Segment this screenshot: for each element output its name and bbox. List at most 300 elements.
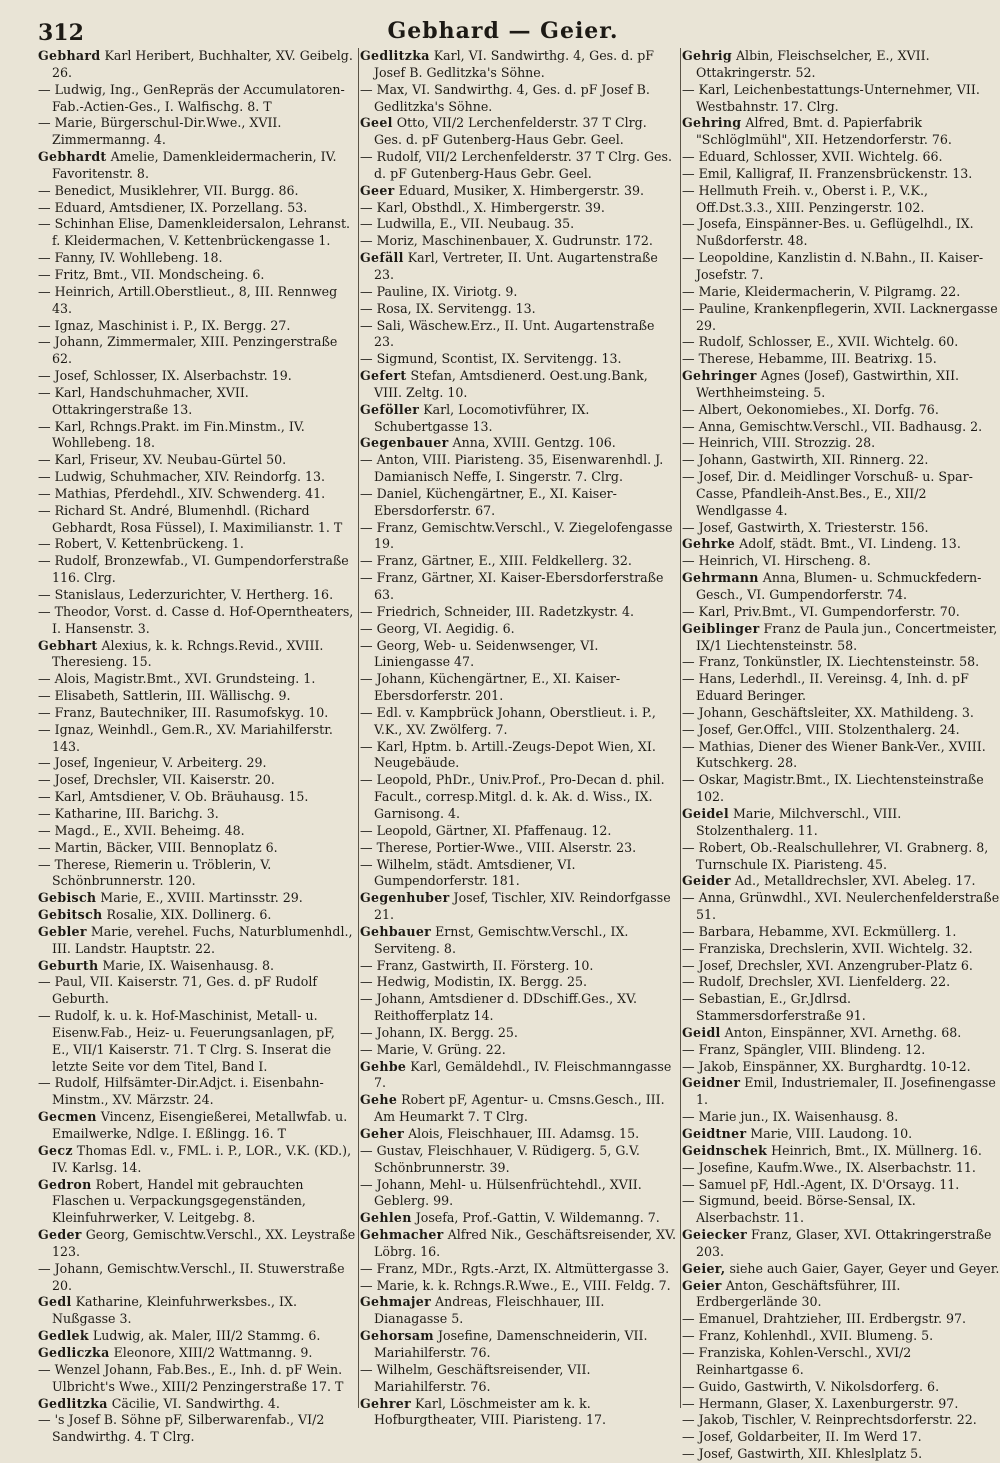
- entry-details: Rosalie, XIX. Dollinerg. 6.: [102, 907, 272, 923]
- entry-details: — Josef, Goldarbeiter, II. Im Werd 17.: [682, 1429, 922, 1445]
- entry-details: — Eduard, Amtsdiener, IX. Porzellang. 53.: [38, 199, 308, 215]
- entry-surname: Gehrke: [682, 536, 736, 552]
- directory-entry: [682, 806, 1000, 840]
- directory-entry: [38, 772, 356, 789]
- entry-details: — Anna, Gemischtw.Verschl., VII. Badhausg. 2.: [682, 418, 983, 434]
- entry-surname: Gedron: [38, 1176, 92, 1192]
- entry-surname: Gecmen: [38, 1109, 97, 1125]
- entry-details: — Robert, Ob.-Realschullehrer, VI. Grabnerg. 8, Turnschule IX. Piaristeng. 45.: [682, 839, 989, 872]
- entry-details: Karl, Vertreter, II. Unt. Augartenstraße 23.: [374, 250, 658, 282]
- directory-entry: [360, 621, 678, 638]
- directory-entry: [38, 1109, 356, 1143]
- directory-entry: [38, 486, 356, 503]
- directory-entry: [360, 1092, 678, 1126]
- entry-details: Karl, VI. Sandwirthg. 4, Ges. d. pF Josef B. Gedlitzka's Söhne.: [374, 48, 654, 80]
- directory-entry: [38, 907, 356, 924]
- directory-entry: [682, 334, 1000, 351]
- entry-details: — Franz, Gärtner, XI. Kaiser-Ebersdorferstraße 63.: [360, 570, 664, 602]
- entry-details: — Franz, Kohlenhdl., XVII. Blumeng. 5.: [682, 1328, 934, 1344]
- directory-entry: [682, 873, 1000, 890]
- directory-entry: [682, 48, 1000, 82]
- entry-details: — Wilhelm, Geschäftsreisender, VII. Mariahilferstr. 76.: [360, 1361, 591, 1394]
- entry-details: — Wilhelm, städt. Amtsdiener, VI. Gumpendorferstr. 181.: [360, 856, 576, 889]
- directory-entry: [360, 958, 678, 975]
- entry-surname: Gebitsch: [38, 907, 103, 923]
- entry-details: Eleonore, XIII/2 Wattmanng. 9.: [109, 1344, 313, 1360]
- directory-entry: [360, 739, 678, 773]
- directory-entry: [38, 115, 356, 149]
- entry-details: — Leopold, Gärtner, XI. Pfaffenaug. 12.: [360, 822, 612, 838]
- entry-details: Josef, Tischler, XIV. Reindorfgasse 21.: [374, 890, 671, 923]
- entry-details: — Oskar, Magistr.Bmt., IX. Liechtensteinstraße 102.: [682, 772, 984, 805]
- directory-entry: [38, 553, 356, 587]
- directory-columns: [38, 48, 1000, 1462]
- entry-details: Ludwig, ak. Maler, III/2 Stammg. 6.: [88, 1328, 321, 1344]
- entry-surname: Gehe: [360, 1092, 398, 1108]
- entry-surname: Gebhardt: [38, 149, 107, 165]
- entry-details: — Rudolf, Bronzewfab., VI. Gumpendorferstraße 116. Clrg.: [38, 553, 349, 586]
- entry-details: Josefine, Damenschneiderin, VII. Mariahilferstr. 76.: [374, 1328, 648, 1360]
- entry-details: — Karl, Rchngs.Prakt. im Fin.Minstm., IV. Wohllebeng. 18.: [38, 418, 305, 451]
- entry-details: — 's Josef B. Söhne pF, Silberwarenfab., VI/2 Sandwirthg. 4. T Clrg.: [38, 1412, 325, 1445]
- directory-entry: [682, 1379, 1000, 1396]
- directory-entry: [360, 520, 678, 554]
- entry-details: — Heinrich, VIII. Strozzig. 28.: [682, 435, 876, 451]
- entry-details: Karl Heribert, Buchhalter, XV. Geibelg. 26.: [52, 48, 353, 80]
- entry-details: — Fritz, Bmt., VII. Mondscheing. 6.: [38, 266, 265, 282]
- directory-entry: [682, 520, 1000, 537]
- entry-details: — Pauline, Krankenpflegerin, XVII. Lacknergasse 29.: [682, 300, 998, 333]
- directory-entry: [360, 183, 678, 200]
- entry-details: — Sebastian, E., Gr.Jdlrsd. Stammersdorferstraße 91.: [682, 991, 866, 1024]
- entry-details: — Rudolf, k. u. k. Hof-Maschinist, Metall- u. Eisenw.Fab., Heiz- u. Feuerungsanlagen, pF, E., VII/1 Kaiserstr. 71. T Clrg. S. Inserat die letzte Seite vor dem Titel, Band I.: [38, 1008, 335, 1074]
- directory-entry: [682, 149, 1000, 166]
- entry-details: Amelie, Damenkleidermacherin, IV. Favoritenstr. 8.: [52, 149, 337, 181]
- directory-entry: [682, 1177, 1000, 1194]
- directory-entry: [38, 419, 356, 453]
- directory-entry: [682, 991, 1000, 1025]
- directory-entry: [360, 250, 678, 284]
- entry-details: — Jakob, Einspänner, XX. Burghardtg. 10-12.: [682, 1058, 971, 1074]
- directory-entry: [682, 536, 1000, 553]
- directory-entry: [38, 924, 356, 958]
- entry-details: Georg, Gemischtw.Verschl., XX. Leystraße 123.: [52, 1227, 356, 1259]
- entry-details: — Ludwilla, E., VII. Neubaug. 35.: [360, 216, 575, 232]
- directory-entry: [38, 688, 356, 705]
- directory-entry: [682, 301, 1000, 335]
- entry-details: Eduard, Musiker, X. Himbergerstr. 39.: [394, 182, 645, 198]
- directory-entry: [38, 1362, 356, 1396]
- entry-details: — Sigmund, beeid. Börse-Sensal, IX. Alserbachstr. 11.: [682, 1193, 916, 1226]
- entry-details: — Benedict, Musiklehrer, VII. Burgg. 86.: [38, 182, 299, 198]
- entry-surname: Gehlen: [360, 1210, 412, 1226]
- entry-details: Josefa, Prof.-Gattin, V. Wildemanng. 7.: [411, 1210, 660, 1226]
- directory-entry: [682, 1025, 1000, 1042]
- directory-entry: [38, 958, 356, 975]
- directory-entry: [360, 1328, 678, 1362]
- entry-details: Marie, Milchverschl., VIII. Stolzenthalerg. 11.: [696, 805, 902, 838]
- entry-details: Vincenz, Eisengießerei, Metallwfab. u. Emailwerke, Ndlge. I. Eßlingg. 16. T: [52, 1109, 348, 1141]
- entry-details: — Franz, Spängler, VIII. Blindeng. 12.: [682, 1041, 926, 1057]
- entry-details: Otto, VII/2 Lerchenfelderstr. 37 T Clrg. Ges. d. pF Gutenberg-Haus Gebr. Geel.: [374, 115, 647, 148]
- directory-entry: [682, 1126, 1000, 1143]
- directory-entry: [38, 671, 356, 688]
- directory-entry: [360, 772, 678, 823]
- directory-entry: [38, 149, 356, 183]
- directory-entry: [360, 284, 678, 301]
- directory-entry: [360, 823, 678, 840]
- entry-surname: Gefert: [360, 368, 407, 384]
- entry-details: — Barbara, Hebamme, XVI. Eckmüllerg. 1.: [682, 923, 957, 939]
- entry-details: Cäcilie, VI. Sandwirthg. 4.: [107, 1395, 280, 1411]
- entry-details: — Johann, Mehl- u. Hülsenfrüchtehdl., XVII. Geblerg. 99.: [360, 1176, 642, 1209]
- entry-details: — Josef, Ger.Offcl., VIII. Stolzenthalerg. 24.: [682, 721, 960, 737]
- directory-entry: [38, 604, 356, 638]
- directory-entry: [682, 183, 1000, 217]
- directory-entry: [682, 654, 1000, 671]
- directory-column-2: [360, 48, 678, 1428]
- entry-details: — Karl, Friseur, XV. Neubau-Gürtel 50.: [38, 452, 287, 468]
- directory-entry: [682, 958, 1000, 975]
- entry-surname: Gehmajer: [360, 1294, 432, 1310]
- entry-surname: Geiecker: [682, 1227, 748, 1243]
- page-title: Gebhard — Geier.: [387, 18, 619, 44]
- directory-entry: [38, 318, 356, 335]
- entry-details: Ernst, Gemischtw.Verschl., IX. Serviteng. 8.: [374, 923, 629, 956]
- directory-entry: [682, 705, 1000, 722]
- entry-details: Marie, E., XVIII. Martinsstr. 29.: [96, 890, 303, 906]
- directory-entry: [360, 1294, 678, 1328]
- directory-entry: [682, 1278, 1000, 1312]
- entry-details: — Josef, Drechsler, XVI. Anzengruber-Platz 6.: [682, 957, 973, 973]
- entry-details: — Therese, Portier-Wwe., VIII. Alserstr. 23.: [360, 839, 637, 855]
- directory-entry: [360, 1396, 678, 1430]
- entry-details: Anton, Einspänner, XVI. Arnethg. 68.: [720, 1024, 962, 1040]
- entry-details: — Sali, Wäschew.Erz., II. Unt. Augartenstraße 23.: [360, 317, 655, 350]
- entry-surname: Geidel: [682, 805, 729, 821]
- entry-details: — Franz, Gastwirth, II. Försterg. 10.: [360, 957, 594, 973]
- entry-details: — Johann, IX. Bergg. 25.: [360, 1024, 518, 1040]
- directory-entry: [682, 452, 1000, 469]
- entry-details: — Edl. v. Kampbrück Johann, Oberstlieut. i. P., V.K., XV. Zwölferg. 7.: [360, 704, 656, 737]
- entry-details: Marie, VIII. Laudong. 10.: [746, 1126, 913, 1141]
- entry-details: — Rudolf, Hilfsämter-Dir.Adjct. i. Eisenbahn-Minstm., XV. Märzstr. 24.: [38, 1075, 324, 1108]
- directory-entry: [38, 1143, 356, 1177]
- directory-entry: [682, 284, 1000, 301]
- entry-details: — Mathias, Diener des Wiener Bank-Ver., XVIII. Kutschkerg. 28.: [682, 738, 986, 771]
- entry-surname: Geiblinger: [682, 620, 760, 636]
- directory-entry: [38, 840, 356, 857]
- directory-entry: [360, 1227, 678, 1261]
- directory-entry: [360, 671, 678, 705]
- directory-entry: [360, 570, 678, 604]
- entry-details: — Leopold, PhDr., Univ.Prof., Pro-Decan d. phil. Facult., corresp.Mitgl. d. k. Ak. d. Wiss., IX. Garnisong. 4.: [360, 772, 665, 821]
- directory-entry: [682, 772, 1000, 806]
- entry-details: — Johann, Geschäftsleiter, XX. Mathildeng. 3.: [682, 704, 974, 720]
- entry-details: — Franz, Gemischtw.Verschl., V. Ziegelofengasse 19.: [360, 519, 673, 552]
- directory-entry: [360, 48, 678, 82]
- entry-details: Anton, Geschäftsführer, III. Erdbergerlände 30.: [696, 1277, 901, 1310]
- directory-entry: [682, 1227, 1000, 1261]
- entry-details: — Magd., E., XVII. Beheimg. 48.: [38, 822, 245, 838]
- directory-entry: [682, 1143, 1000, 1160]
- page-header: [38, 16, 968, 48]
- entry-details: Karl, Löschmeister am k. k. Hofburgtheater, VIII. Piaristeng. 17.: [374, 1395, 607, 1428]
- directory-entry: [682, 419, 1000, 436]
- entry-details: — Anna, Grünwdhl., XVI. Neulerchenfelderstraße 51.: [682, 890, 1000, 923]
- directory-entry: [38, 1008, 356, 1075]
- directory-entry: [682, 351, 1000, 368]
- entry-details: Alois, Fleischhauer, III. Adamsg. 15.: [404, 1126, 640, 1141]
- entry-surname: Gehrer: [360, 1395, 412, 1411]
- entry-details: Andreas, Fleischhauer, III. Dianagasse 5.: [374, 1294, 605, 1327]
- entry-details: Marie, verehel. Fuchs, Naturblumenhdl., III. Landstr. Hauptstr. 22.: [52, 923, 353, 956]
- entry-details: — Hermann, Glaser, X. Laxenburgerstr. 97.: [682, 1395, 959, 1411]
- entry-details: — Ignaz, Maschinist i. P., IX. Bergg. 27.: [38, 317, 291, 333]
- directory-entry: [38, 1294, 356, 1328]
- directory-entry: [682, 924, 1000, 941]
- directory-entry: [682, 166, 1000, 183]
- entry-details: Agnes (Josef), Gastwirthin, XII. Werthheimsteing. 5.: [696, 368, 960, 400]
- directory-entry: [38, 250, 356, 267]
- entry-details: — Richard St. André, Blumenhdl. (Richard Gebhardt, Rosa Füssel), I. Maximilianstr. 1. T: [38, 502, 343, 535]
- directory-entry: [360, 1210, 678, 1227]
- entry-details: Adolf, städt. Bmt., VI. Lindeng. 13.: [735, 536, 961, 552]
- entry-details: — Franz, Tonkünstler, IX. Liechtensteinstr. 58.: [682, 654, 980, 670]
- entry-surname: Geder: [38, 1227, 82, 1243]
- entry-details: — Franziska, Drechslerin, XVII. Wichtelg. 32.: [682, 940, 973, 956]
- directory-entry: [360, 452, 678, 486]
- directory-entry: [682, 1160, 1000, 1177]
- directory-entry: [682, 890, 1000, 924]
- directory-entry: [38, 1177, 356, 1228]
- entry-details: — Stanislaus, Lederzurichter, V. Hertherg. 16.: [38, 587, 334, 602]
- entry-details: Thomas Edl. v., FML. i. P., LOR., V.K. (KD.), IV. Karlsg. 14.: [52, 1142, 352, 1175]
- entry-details: — Leopoldine, Kanzlistin d. N.Bahn., II. Kaiser-Josefstr. 7.: [682, 250, 984, 282]
- entry-details: — Josef, Schlosser, IX. Alserbachstr. 19.: [38, 368, 292, 384]
- directory-entry: [360, 1278, 678, 1295]
- entry-details: — Elisabeth, Sattlerin, III. Wällischg. 9.: [38, 688, 291, 704]
- directory-entry: [38, 216, 356, 250]
- entry-surname: Geher: [360, 1126, 405, 1141]
- entry-surname: Gehrig: [682, 48, 732, 63]
- directory-entry: [360, 82, 678, 116]
- directory-entry: [38, 452, 356, 469]
- entry-details: Alfred, Bmt. d. Papierfabrik "Schlöglmühl", XII. Hetzendorferstr. 76.: [696, 115, 952, 148]
- directory-entry: [360, 857, 678, 891]
- directory-entry: [682, 974, 1000, 991]
- directory-entry: [682, 1042, 1000, 1059]
- entry-details: — Georg, VI. Aegidig. 6.: [360, 620, 515, 636]
- entry-surname: Geer: [360, 182, 395, 198]
- directory-entry: [682, 402, 1000, 419]
- entry-details: — Albert, Oekonomiebes., XI. Dorfg. 76.: [682, 401, 939, 417]
- entry-surname: Gehorsam: [360, 1328, 434, 1344]
- directory-entry: [682, 1396, 1000, 1413]
- entry-surname: Gefäll: [360, 250, 404, 266]
- directory-entry: [38, 755, 356, 772]
- entry-details: Anna, Blumen- u. Schmuckfedern-Gesch., VI. Gumpendorferstr. 74.: [696, 570, 982, 602]
- entry-details: — Marie, Kleidermacherin, V. Pilgramg. 22.: [682, 283, 961, 299]
- directory-entry: [682, 1059, 1000, 1076]
- directory-entry: [682, 115, 1000, 149]
- entry-details: — Marie, Bürgerschul-Dir.Wwe., XVII. Zimmermanng. 4.: [38, 115, 282, 148]
- directory-entry: [38, 1412, 356, 1446]
- directory-entry: [360, 553, 678, 570]
- directory-entry: [682, 216, 1000, 250]
- entry-details: — Rudolf, Drechsler, XVI. Lienfelderg. 22.: [682, 974, 951, 990]
- directory-entry: [38, 1075, 356, 1109]
- directory-entry: [360, 351, 678, 368]
- entry-details: — Daniel, Küchengärtner, E., XI. Kaiser-Ebersdorferstr. 67.: [360, 485, 617, 518]
- entry-details: — Josef, Gastwirth, XII. Khleslplatz 5.: [682, 1446, 923, 1462]
- directory-column-1: [38, 48, 356, 1445]
- entry-details: Alfred Nik., Geschäftsreisender, XV. Löbrg. 16.: [374, 1227, 676, 1259]
- directory-entry: [360, 1261, 678, 1278]
- directory-column-3: [682, 48, 1000, 1462]
- directory-entry: [38, 267, 356, 284]
- entry-surname: Geier,: [682, 1260, 726, 1276]
- entry-details: Emil, Industriemaler, II. Josefinengasse 1.: [696, 1075, 996, 1108]
- entry-details: — Marie, k. k. Rchngs.R.Wwe., E., VIII. Feldg. 7.: [360, 1277, 671, 1293]
- directory-entry: [682, 1345, 1000, 1379]
- entry-details: — Rosa, IX. Servitengg. 13.: [360, 300, 536, 316]
- directory-entry: [360, 233, 678, 250]
- entry-details: — Marie jun., IX. Waisenhausg. 8.: [682, 1109, 899, 1125]
- directory-entry: [682, 553, 1000, 570]
- directory-entry: [360, 991, 678, 1025]
- directory-entry: [38, 1261, 356, 1295]
- entry-details: — Friedrich, Schneider, III. Radetzkystr. 4.: [360, 603, 635, 619]
- directory-entry: [360, 115, 678, 149]
- entry-details: Franz de Paula jun., Concertmeister, IX/1 Liechtensteinstr. 58.: [696, 620, 998, 653]
- entry-details: Katharine, Kleinfuhrwerksbes., IX. Nußgasse 3.: [52, 1294, 297, 1327]
- entry-details: — Rudolf, Schlosser, E., XVII. Wichtelg. 60.: [682, 334, 959, 350]
- entry-surname: Gehringer: [682, 368, 757, 384]
- entry-details: — Ignaz, Weinhdl., Gem.R., XV. Mariahilferstr. 143.: [38, 721, 333, 754]
- directory-entry: [360, 216, 678, 233]
- entry-surname: Gedlitzka: [38, 1395, 108, 1411]
- entry-surname: Geidner: [682, 1075, 741, 1091]
- entry-surname: Geidl: [682, 1024, 721, 1040]
- entry-details: — Therese, Hebamme, III. Beatrixg. 15.: [682, 351, 937, 367]
- directory-entry: [38, 806, 356, 823]
- entry-details: — Josef, Gastwirth, X. Triesterstr. 156.: [682, 519, 929, 535]
- directory-entry: [360, 1059, 678, 1093]
- directory-entry: [38, 1345, 356, 1362]
- entry-details: — Katharine, III. Barichg. 3.: [38, 805, 219, 821]
- entry-details: Anna, XVIII. Gentzg. 106.: [448, 435, 616, 451]
- directory-entry: [682, 250, 1000, 284]
- entry-surname: Gebhard: [38, 48, 101, 63]
- entry-details: — Sigmund, Scontist, IX. Servitengg. 13.: [360, 351, 622, 367]
- entry-surname: Gehbe: [360, 1058, 407, 1074]
- directory-entry: [360, 638, 678, 672]
- entry-details: Heinrich, Bmt., IX. Müllnerg. 16.: [767, 1142, 982, 1158]
- directory-entry: [38, 1396, 356, 1413]
- entry-surname: Gehring: [682, 115, 742, 131]
- entry-details: — Hans, Lederhdl., II. Vereinsg. 4, Inh. d. pF Eduard Beringer.: [682, 671, 969, 704]
- entry-details: Stefan, Amtsdienerd. Oest.ung.Bank, VIII. Zeltg. 10.: [374, 368, 648, 400]
- entry-details: — Mathias, Pferdehdl., XIV. Schwenderg. 41.: [38, 485, 326, 501]
- directory-entry: [360, 604, 678, 621]
- entry-details: — Therese, Riemerin u. Tröblerin, V. Schönbrunnerstr. 120.: [38, 856, 272, 889]
- directory-entry: [360, 368, 678, 402]
- directory-entry: [38, 368, 356, 385]
- directory-entry: [38, 857, 356, 891]
- directory-entry: [682, 739, 1000, 773]
- directory-entry: [360, 486, 678, 520]
- directory-entry: [38, 82, 356, 116]
- directory-entry: [360, 149, 678, 183]
- entry-details: — Georg, Web- u. Seidenwsenger, VI. Liniengasse 47.: [360, 637, 599, 670]
- directory-entry: [38, 503, 356, 537]
- entry-details: — Johann, Zimmermaler, XIII. Penzingerstraße 62.: [38, 334, 338, 367]
- entry-details: — Johann, Gemischtw.Verschl., II. Stuwerstraße 20.: [38, 1260, 345, 1293]
- entry-surname: Gehbauer: [360, 923, 432, 939]
- directory-entry: [38, 183, 356, 200]
- directory-entry: [360, 1025, 678, 1042]
- directory-entry: [38, 284, 356, 318]
- entry-details: — Johann, Gastwirth, XII. Rinnerg. 22.: [682, 452, 929, 468]
- directory-entry: [682, 1446, 1000, 1463]
- directory-entry: [360, 705, 678, 739]
- entry-details: — Anton, VIII. Piaristeng. 35, Eisenwarenhdl. J. Damianisch Neffe, I. Singerstr. 7. Clrg.: [360, 452, 664, 485]
- directory-entry: [682, 840, 1000, 874]
- directory-entry: [682, 1261, 1000, 1278]
- entry-details: — Theodor, Vorst. d. Casse d. Hof-Operntheaters, I. Hansenstr. 3.: [38, 603, 354, 636]
- entry-details: — Eduard, Schlosser, XVII. Wichtelg. 66.: [682, 149, 943, 165]
- directory-entry: [38, 469, 356, 486]
- directory-entry: [38, 823, 356, 840]
- entry-details: — Karl, Handschuhmacher, XVII. Ottakringerstraße 13.: [38, 384, 249, 417]
- entry-details: — Hedwig, Modistin, IX. Bergg. 25.: [360, 974, 588, 990]
- directory-entry: [38, 974, 356, 1008]
- entry-surname: Geidnschek: [682, 1142, 768, 1158]
- directory-entry: [38, 638, 356, 672]
- directory-entry: [682, 435, 1000, 452]
- directory-entry: [360, 1126, 678, 1143]
- directory-entry: [682, 1412, 1000, 1429]
- entry-details: — Josef, Ingenieur, V. Arbeiterg. 29.: [38, 755, 267, 771]
- entry-details: — Max, VI. Sandwirthg. 4, Ges. d. pF Josef B. Gedlitzka's Söhne.: [360, 81, 650, 114]
- entry-details: siehe auch Gaier, Gayer, Geyer und Geyer.: [725, 1260, 1000, 1276]
- entry-details: Karl, Locomotivführer, IX. Schubertgasse 13.: [374, 401, 590, 434]
- entry-surname: Gedlitzka: [360, 48, 430, 63]
- directory-entry: [38, 587, 356, 604]
- directory-entry: [360, 890, 678, 924]
- entry-details: — Martin, Bäcker, VIII. Bennoplatz 6.: [38, 839, 278, 855]
- directory-entry: [682, 570, 1000, 604]
- directory-entry: [38, 789, 356, 806]
- directory-entry: [682, 1328, 1000, 1345]
- entry-details: — Josefa, Einspänner-Bes. u. Geflügelhdl., IX. Nußdorferstr. 48.: [682, 216, 974, 249]
- entry-surname: Geidtner: [682, 1126, 747, 1141]
- entry-details: Ad., Metalldrechsler, XVI. Abeleg. 17.: [730, 873, 976, 889]
- directory-entry: [682, 671, 1000, 705]
- entry-details: — Emanuel, Drahtzieher, III. Erdbergstr. 97.: [682, 1311, 967, 1327]
- directory-entry: [682, 82, 1000, 116]
- entry-details: — Fanny, IV. Wohllebeng. 18.: [38, 250, 223, 266]
- entry-details: — Paul, VII. Kaiserstr. 71, Ges. d. pF Rudolf Geburth.: [38, 974, 318, 1007]
- directory-entry: [682, 604, 1000, 621]
- directory-entry: [360, 1362, 678, 1396]
- entry-details: Robert pF, Agentur- u. Cmsns.Gesch., III. Am Heumarkt 7. T Clrg.: [374, 1092, 665, 1125]
- directory-entry: [38, 536, 356, 553]
- directory-entry: [38, 385, 356, 419]
- directory-entry: [38, 705, 356, 722]
- entry-details: Albin, Fleischselcher, E., XVII. Ottakringerstr. 52.: [696, 48, 930, 80]
